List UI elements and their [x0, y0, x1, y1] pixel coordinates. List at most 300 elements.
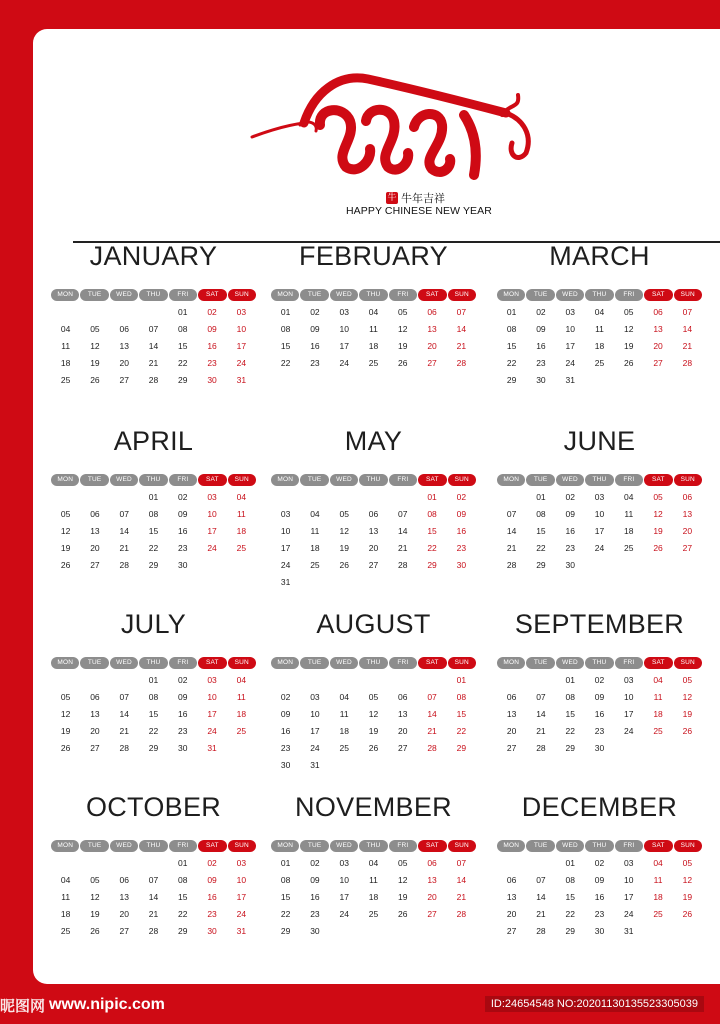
day-cell: 09 — [594, 875, 605, 885]
day-cell: 21 — [456, 341, 467, 351]
day-cell: 22 — [178, 909, 188, 919]
day-cell: 01 — [280, 307, 291, 317]
month-june — [497, 426, 702, 596]
day-empty — [271, 489, 300, 506]
day-cell: 13 — [119, 341, 129, 351]
day-cell: 18 — [653, 892, 663, 902]
day-cell: 23 — [594, 909, 605, 919]
weekday-sun: SUN — [674, 657, 702, 669]
weekday-sun: SUN — [674, 840, 702, 852]
day-cell: 26 — [398, 909, 408, 919]
day-cell: 17 — [339, 341, 349, 351]
day-cell: 25 — [310, 560, 320, 570]
day-cell: 05 — [90, 875, 100, 885]
day-cell: 20 — [368, 543, 379, 553]
day-cell: 18 — [653, 709, 663, 719]
weekday-sat: SAT — [644, 289, 672, 301]
day-cell: 23 — [207, 909, 217, 919]
weekday-mon: MON — [51, 840, 79, 852]
day-cell: 13 — [653, 324, 663, 334]
day-cell: 28 — [148, 926, 159, 936]
day-cell: 17 — [236, 341, 247, 351]
day-cell: 06 — [90, 509, 100, 519]
weekday-sat: SAT — [198, 474, 226, 486]
day-empty — [51, 672, 80, 689]
day-cell: 06 — [427, 858, 437, 868]
day-cell: 01 — [280, 858, 291, 868]
day-cell: 12 — [682, 692, 693, 702]
day-empty — [139, 855, 168, 872]
day-cell: 18 — [310, 543, 320, 553]
day-cell: 10 — [310, 709, 320, 719]
day-cell: 17 — [565, 341, 575, 351]
day-cell: 15 — [148, 526, 159, 536]
day-cell: 19 — [682, 709, 693, 719]
day-cell: 11 — [653, 875, 663, 885]
weekday-sun: SUN — [228, 657, 256, 669]
day-empty — [359, 672, 388, 689]
month-title: APRIL — [113, 426, 194, 456]
day-cell: 19 — [60, 543, 71, 553]
day-cell: 10 — [565, 324, 575, 334]
day-cell: 12 — [90, 341, 100, 351]
day-cell: 02 — [536, 307, 546, 317]
day-empty — [51, 304, 80, 321]
day-cell: 28 — [682, 358, 693, 368]
weekday-sat: SAT — [198, 289, 226, 301]
day-grid — [51, 855, 256, 940]
day-cell: 13 — [368, 526, 379, 536]
day-cell: 28 — [148, 375, 159, 385]
day-cell: 30 — [594, 743, 605, 753]
day-cell: 13 — [506, 709, 517, 719]
day-cell: 08 — [506, 324, 517, 334]
day-cell: 24 — [280, 560, 291, 570]
day-cell: 18 — [624, 526, 634, 536]
weekday-sun: SUN — [228, 474, 256, 486]
day-cell: 24 — [565, 358, 575, 368]
weekday-fri: FRI — [169, 840, 197, 852]
day-cell: 19 — [60, 726, 71, 736]
day-cell: 22 — [148, 726, 159, 736]
weekday-header — [271, 657, 476, 669]
weekday-thu: THU — [359, 474, 387, 486]
day-cell: 25 — [60, 926, 71, 936]
day-cell: 23 — [536, 358, 546, 368]
day-cell: 27 — [119, 926, 129, 936]
day-cell: 25 — [339, 743, 349, 753]
month-title: OCTOBER — [85, 792, 222, 822]
day-empty — [330, 489, 359, 506]
weekday-fri: FRI — [169, 657, 197, 669]
day-cell: 09 — [310, 324, 320, 334]
logo-chinese-text — [386, 190, 445, 206]
weekday-wed: WED — [110, 840, 138, 852]
day-cell: 10 — [280, 526, 291, 536]
day-cell: 01 — [456, 675, 467, 685]
day-cell: 03 — [310, 692, 320, 702]
day-cell: 15 — [427, 526, 437, 536]
image-id-label: ID:24654548 NO:20201130135523305039 — [485, 996, 704, 1012]
weekday-tue: TUE — [526, 840, 554, 852]
day-cell: 11 — [369, 324, 378, 334]
day-cell: 01 — [427, 492, 437, 502]
weekday-header — [51, 474, 256, 486]
day-grid — [497, 489, 702, 574]
day-empty — [51, 489, 80, 506]
day-cell: 11 — [369, 875, 378, 885]
day-grid — [51, 304, 256, 389]
day-cell: 08 — [148, 509, 159, 519]
weekday-header — [51, 657, 256, 669]
day-cell: 07 — [119, 509, 129, 519]
day-cell: 03 — [594, 492, 605, 502]
day-cell: 06 — [119, 875, 129, 885]
day-cell: 30 — [178, 560, 188, 570]
day-cell: 04 — [368, 307, 379, 317]
day-empty — [497, 489, 526, 506]
day-cell: 12 — [398, 875, 408, 885]
day-cell: 16 — [310, 892, 320, 902]
day-cell: 12 — [90, 892, 100, 902]
weekday-fri: FRI — [615, 474, 643, 486]
day-cell: 31 — [207, 743, 217, 753]
day-cell: 04 — [624, 492, 634, 502]
day-cell: 31 — [310, 760, 320, 770]
day-cell: 21 — [398, 543, 408, 553]
day-cell: 08 — [427, 509, 437, 519]
day-cell: 02 — [207, 307, 217, 317]
weekday-sun: SUN — [228, 289, 256, 301]
weekday-fri: FRI — [615, 840, 643, 852]
day-cell: 31 — [280, 577, 291, 587]
weekday-sat: SAT — [198, 840, 226, 852]
weekday-sun: SUN — [448, 657, 476, 669]
month-november — [271, 792, 476, 962]
day-cell: 18 — [60, 358, 71, 368]
day-cell: 29 — [565, 926, 575, 936]
day-cell: 30 — [207, 926, 217, 936]
day-cell: 31 — [624, 926, 634, 936]
day-cell: 10 — [624, 875, 634, 885]
day-cell: 27 — [427, 358, 437, 368]
day-empty — [80, 855, 109, 872]
day-grid — [51, 489, 256, 574]
day-cell: 24 — [594, 543, 605, 553]
day-empty — [271, 672, 300, 689]
month-title: MARCH — [549, 241, 650, 271]
day-cell: 07 — [536, 692, 546, 702]
day-cell: 14 — [148, 341, 159, 351]
month-july — [51, 609, 256, 779]
day-cell: 26 — [682, 726, 693, 736]
day-cell: 07 — [506, 509, 517, 519]
day-cell: 23 — [207, 358, 217, 368]
weekday-sat: SAT — [198, 657, 226, 669]
day-cell: 08 — [178, 875, 188, 885]
day-cell: 26 — [60, 743, 71, 753]
weekday-sat: SAT — [644, 840, 672, 852]
weekday-tue: TUE — [80, 289, 108, 301]
day-cell: 02 — [207, 858, 217, 868]
day-cell: 17 — [594, 526, 605, 536]
day-cell: 27 — [506, 743, 517, 753]
month-december — [497, 792, 702, 962]
day-cell: 12 — [398, 324, 408, 334]
weekday-mon: MON — [51, 289, 79, 301]
day-cell: 14 — [119, 526, 129, 536]
day-cell: 04 — [653, 858, 663, 868]
day-cell: 29 — [565, 743, 575, 753]
day-grid — [497, 855, 702, 940]
weekday-mon: MON — [497, 840, 525, 852]
weekday-tue: TUE — [80, 840, 108, 852]
weekday-fri: FRI — [615, 289, 643, 301]
day-cell: 28 — [427, 743, 437, 753]
day-cell: 04 — [594, 307, 605, 317]
day-cell: 09 — [456, 509, 467, 519]
day-cell: 09 — [178, 509, 188, 519]
weekday-wed: WED — [330, 840, 358, 852]
weekday-sat: SAT — [644, 657, 672, 669]
month-january — [51, 241, 256, 411]
weekday-header — [497, 289, 702, 301]
day-cell: 03 — [565, 307, 575, 317]
weekday-thu: THU — [359, 289, 387, 301]
day-cell: 23 — [594, 726, 605, 736]
day-cell: 14 — [119, 709, 129, 719]
day-cell: 06 — [90, 692, 100, 702]
day-cell: 24 — [310, 743, 320, 753]
day-cell: 08 — [280, 324, 291, 334]
day-cell: 17 — [339, 892, 349, 902]
weekday-tue: TUE — [80, 474, 108, 486]
day-cell: 18 — [368, 892, 379, 902]
day-cell: 31 — [236, 926, 247, 936]
weekday-wed: WED — [556, 840, 584, 852]
day-cell: 14 — [682, 324, 693, 334]
day-cell: 18 — [236, 709, 247, 719]
month-title: JULY — [120, 609, 187, 639]
day-cell: 27 — [682, 543, 693, 553]
day-empty — [110, 855, 139, 872]
month-title: MAY — [344, 426, 403, 456]
weekday-mon: MON — [497, 657, 525, 669]
day-cell: 18 — [236, 526, 247, 536]
weekday-wed: WED — [556, 657, 584, 669]
day-cell: 25 — [236, 726, 247, 736]
weekday-tue: TUE — [300, 474, 328, 486]
weekday-mon: MON — [51, 657, 79, 669]
month-october — [51, 792, 256, 962]
day-cell: 17 — [236, 892, 247, 902]
day-cell: 12 — [60, 526, 71, 536]
day-cell: 15 — [178, 892, 188, 902]
day-cell: 21 — [682, 341, 693, 351]
day-cell: 07 — [456, 307, 467, 317]
weekday-fri: FRI — [389, 289, 417, 301]
day-cell: 22 — [280, 909, 291, 919]
weekday-tue: TUE — [300, 289, 328, 301]
weekday-header — [51, 840, 256, 852]
day-cell: 05 — [682, 675, 693, 685]
day-cell: 05 — [90, 324, 100, 334]
month-title: DECEMBER — [521, 792, 678, 822]
weekday-wed: WED — [556, 289, 584, 301]
day-cell: 27 — [119, 375, 129, 385]
day-cell: 01 — [536, 492, 546, 502]
day-cell: 15 — [280, 341, 291, 351]
day-cell: 10 — [236, 875, 247, 885]
day-cell: 21 — [536, 726, 546, 736]
day-cell: 08 — [148, 692, 159, 702]
weekday-header — [271, 474, 476, 486]
day-cell: 02 — [565, 492, 575, 502]
day-cell: 06 — [653, 307, 663, 317]
day-cell: 09 — [207, 875, 217, 885]
day-empty — [330, 672, 359, 689]
day-cell: 05 — [60, 692, 71, 702]
day-cell: 20 — [653, 341, 663, 351]
day-cell: 03 — [280, 509, 291, 519]
day-cell: 04 — [339, 692, 349, 702]
day-cell: 03 — [207, 675, 217, 685]
weekday-wed: WED — [330, 289, 358, 301]
month-september — [497, 609, 702, 779]
day-cell: 15 — [506, 341, 517, 351]
day-cell: 19 — [368, 726, 379, 736]
day-cell: 22 — [456, 726, 467, 736]
day-cell: 22 — [178, 358, 188, 368]
day-cell: 07 — [148, 875, 159, 885]
day-empty — [80, 489, 109, 506]
day-cell: 07 — [398, 509, 408, 519]
day-cell: 16 — [207, 892, 217, 902]
day-cell: 16 — [594, 892, 605, 902]
day-cell: 16 — [178, 526, 188, 536]
day-empty — [300, 489, 329, 506]
weekday-fri: FRI — [389, 657, 417, 669]
day-cell: 22 — [506, 358, 517, 368]
weekday-header — [497, 474, 702, 486]
weekday-wed: WED — [110, 289, 138, 301]
day-cell: 13 — [427, 875, 437, 885]
weekday-mon: MON — [271, 289, 299, 301]
day-cell: 29 — [178, 926, 188, 936]
brand-url[interactable]: www.nipic.com — [49, 996, 165, 1013]
day-cell: 15 — [456, 709, 467, 719]
day-cell: 29 — [148, 560, 159, 570]
day-cell: 02 — [280, 692, 291, 702]
day-cell: 22 — [148, 543, 159, 553]
day-cell: 19 — [624, 341, 634, 351]
day-cell: 07 — [119, 692, 129, 702]
month-title: JANUARY — [89, 241, 218, 271]
day-cell: 07 — [536, 875, 546, 885]
day-cell: 03 — [624, 675, 634, 685]
day-grid — [271, 304, 476, 372]
day-cell: 16 — [178, 709, 188, 719]
day-cell: 01 — [565, 675, 575, 685]
day-cell: 02 — [594, 675, 605, 685]
weekday-tue: TUE — [526, 289, 554, 301]
day-cell: 20 — [427, 341, 437, 351]
day-cell: 06 — [427, 307, 437, 317]
weekday-sat: SAT — [418, 289, 446, 301]
day-cell: 21 — [148, 358, 159, 368]
day-cell: 29 — [456, 743, 467, 753]
day-cell: 08 — [565, 692, 575, 702]
weekday-mon: MON — [497, 289, 525, 301]
day-empty — [300, 672, 329, 689]
day-empty — [526, 855, 555, 872]
day-empty — [80, 304, 109, 321]
month-title: JUNE — [563, 426, 636, 456]
month-august — [271, 609, 476, 779]
day-cell: 04 — [368, 858, 379, 868]
day-cell: 12 — [653, 509, 663, 519]
day-cell: 25 — [368, 358, 379, 368]
day-cell: 22 — [565, 909, 575, 919]
day-cell: 16 — [207, 341, 217, 351]
day-empty — [497, 855, 526, 872]
day-cell: 12 — [682, 875, 693, 885]
day-cell: 18 — [594, 341, 605, 351]
weekday-sun: SUN — [448, 289, 476, 301]
day-cell: 20 — [119, 358, 129, 368]
weekday-thu: THU — [585, 657, 613, 669]
day-cell: 06 — [506, 875, 517, 885]
footer-brand — [0, 992, 165, 1018]
day-cell: 26 — [339, 560, 349, 570]
day-cell: 27 — [90, 560, 100, 570]
day-cell: 05 — [653, 492, 663, 502]
weekday-thu: THU — [359, 657, 387, 669]
day-cell: 02 — [310, 858, 320, 868]
day-cell: 21 — [119, 543, 129, 553]
day-cell: 28 — [119, 743, 129, 753]
day-cell: 19 — [398, 341, 408, 351]
weekday-header — [271, 289, 476, 301]
day-cell: 05 — [682, 858, 693, 868]
weekday-thu: THU — [585, 289, 613, 301]
day-cell: 28 — [536, 926, 546, 936]
day-empty — [526, 672, 555, 689]
day-cell: 29 — [148, 743, 159, 753]
logo-english-text: HAPPY CHINESE NEW YEAR — [346, 205, 492, 217]
day-cell: 19 — [653, 526, 663, 536]
day-cell: 23 — [456, 543, 467, 553]
day-grid — [497, 304, 702, 389]
day-cell: 12 — [339, 526, 349, 536]
weekday-wed: WED — [110, 474, 138, 486]
day-cell: 28 — [456, 358, 467, 368]
weekday-wed: WED — [330, 474, 358, 486]
day-cell: 22 — [565, 726, 575, 736]
day-cell: 18 — [60, 909, 71, 919]
day-cell: 09 — [594, 692, 605, 702]
day-cell: 27 — [653, 358, 663, 368]
day-cell: 21 — [506, 543, 517, 553]
day-cell: 20 — [427, 892, 437, 902]
day-cell: 17 — [624, 892, 634, 902]
day-cell: 17 — [624, 709, 634, 719]
day-cell: 10 — [207, 692, 217, 702]
day-cell: 13 — [119, 892, 129, 902]
weekday-wed: WED — [110, 657, 138, 669]
day-cell: 05 — [60, 509, 71, 519]
weekday-header — [497, 657, 702, 669]
